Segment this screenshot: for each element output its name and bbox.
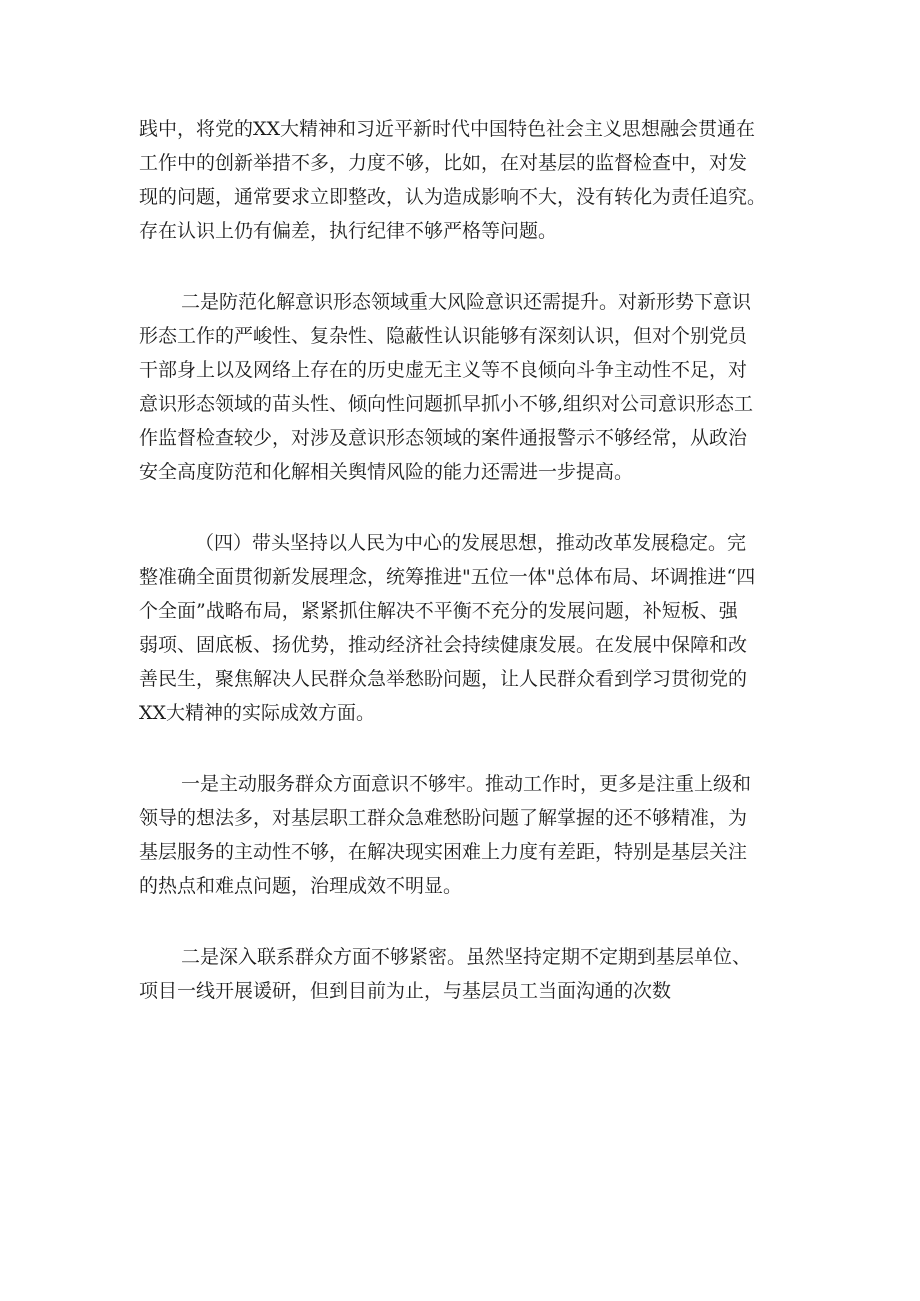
section-heading-line: （四）带头坚持以人民为中心的发展思想，推动改革发展稳定。完 <box>195 532 747 554</box>
text-line: 的热点和难点问题，治理成效不明显。 <box>139 875 463 897</box>
text-line: 弱项、固底板、扬优势，推动经济社会持续健康发展。在发展中保障和改 <box>139 634 748 656</box>
text-line: 意识形态领域的苗头性、倾向性问题抓早抓小不够,组织对公司意识形态工 <box>139 393 754 415</box>
document-body <box>139 112 799 1045</box>
paragraph-ideology-risk <box>139 285 799 489</box>
text-line: 安全高度防范和化解相关舆情风险的能力还需进一步提高。 <box>139 461 634 483</box>
text-line: 基层服务的主动性不够，在解决现实困难上力度有差距，特别是基层关注 <box>139 841 748 863</box>
text-line: 干部身上以及网络上存在的历史虚无主义等不良倾向斗争主动性不足，对 <box>139 359 748 381</box>
paragraph-discipline-issues <box>139 112 799 248</box>
text-line: 现的问题，通常要求立即整改，认为造成影响不大，没有转化为责任追究。 <box>139 186 767 208</box>
text-line: 领导的想法多，对基层职工群众急难愁盼问题了解掌握的还不够精准，为 <box>139 807 748 829</box>
text-line: 一是主动服务群众方面意识不够牢。推动工作时，更多是注重上级和 <box>181 773 752 795</box>
text-line: 个全面”战略布局，紧紧抓住解决不平衡不充分的发展问题，补短板、强 <box>139 600 738 622</box>
paragraph-service-awareness <box>139 767 799 903</box>
text-line: 存在认识上仍有偏差，执行纪律不够严格等问题。 <box>139 220 558 242</box>
text-line: 项目一线开展谖研，但到目前为止，与基层员工当面沟通的次数 <box>139 980 672 1002</box>
text-line: 工作中的创新举措不多，力度不够，比如，在对基层的监督检查中，对发 <box>139 152 748 174</box>
paragraph-contact-masses <box>139 940 799 1008</box>
text-line: 二是深入联系群众方面不够紧密。虽然坚持定期不定期到基层单位、 <box>181 946 752 968</box>
text-line: 践中，将党的XX大精神和习近平新时代中国特色社会主义思想融会贯通在 <box>139 118 756 140</box>
text-line: 二是防范化解意识形态领域重大风险意识还需提升。对新形势下意识 <box>181 291 752 313</box>
paragraph-section-four <box>139 526 799 730</box>
text-line: 形态工作的严峻性、复杂性、隐蔽性认识能够有深刻认识，但对个别党员 <box>139 325 748 347</box>
text-line: 善民生，聚焦解决人民群众急举愁盼问题，让人民群众看到学习贯彻党的 <box>139 668 748 690</box>
text-line: XX大精神的实际成效方面。 <box>139 702 376 724</box>
text-line: 作监督检查较少，对涉及意识形态领域的案件通报警示不够经常，从政治 <box>139 427 748 449</box>
text-line: 整准确全面贯彻新发展理念，统筹推进"五位一体"总体布局、坏调推进“四 <box>139 566 756 588</box>
